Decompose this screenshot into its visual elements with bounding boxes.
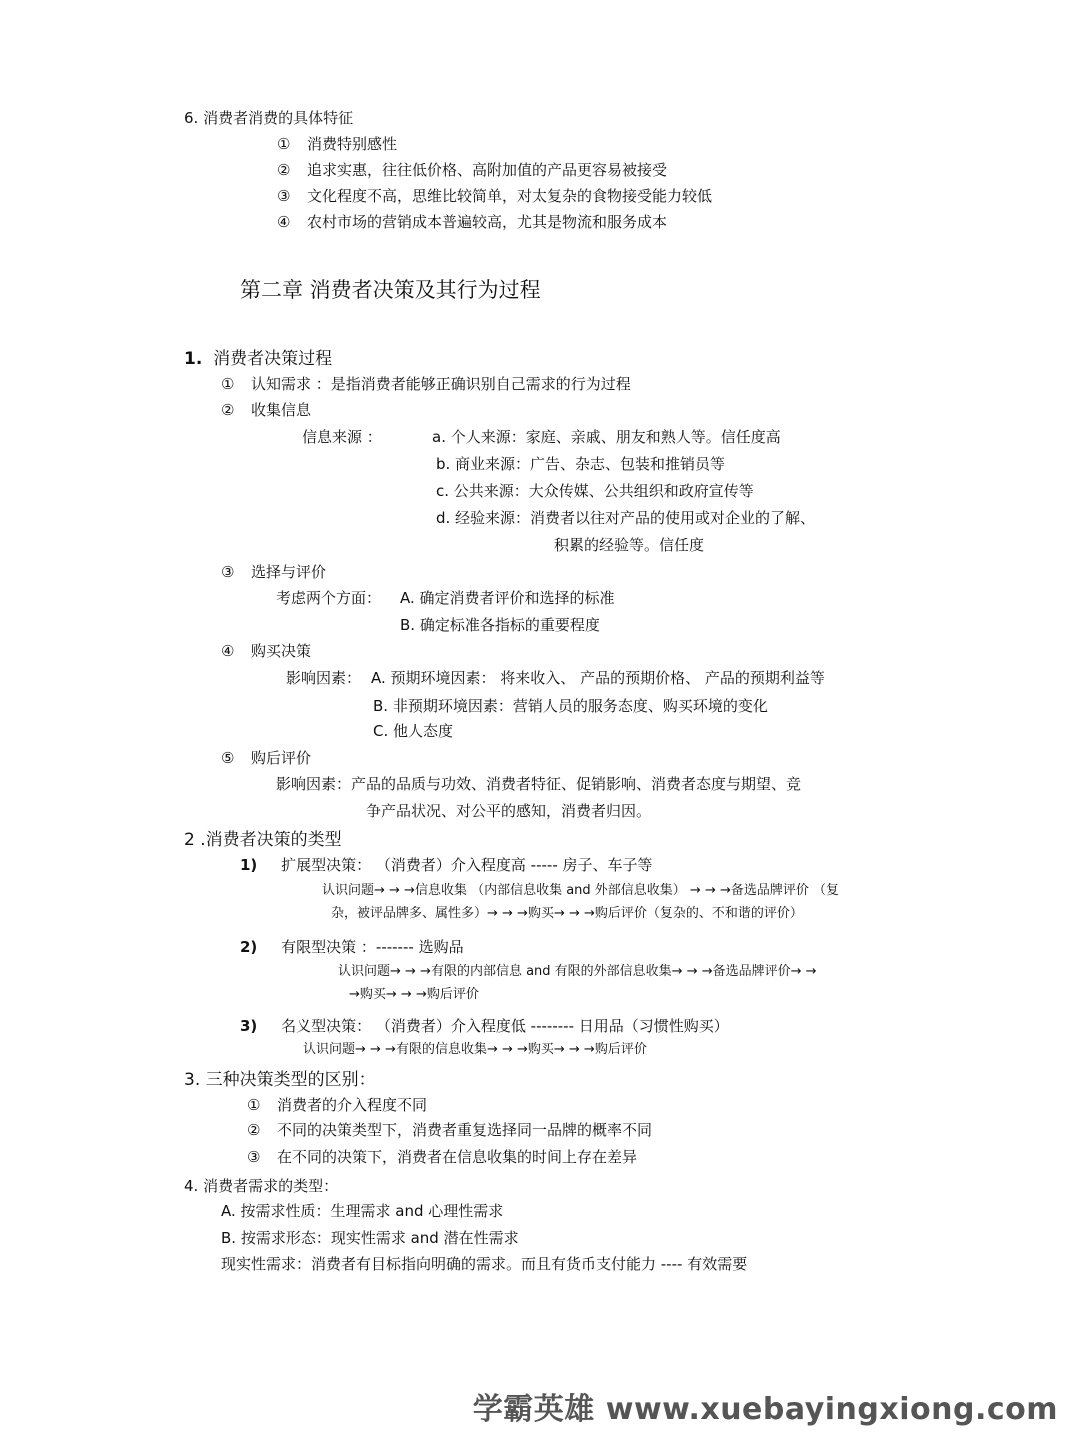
need-definition: 现实性需求：消费者有目标指向明确的需求。而且有货币支付能力 ---- 有效需要: [221, 1255, 748, 1273]
item-marker: ⑤: [221, 749, 235, 767]
list-item: [247, 1147, 637, 1167]
item-marker: ②: [277, 161, 291, 179]
type-number: 3): [240, 1017, 258, 1035]
post-eval-text: 影响因素：产品的品质与功效、消费者特征、促销影响、消费者态度与期望、竞: [276, 775, 802, 793]
info-source-label: 信息来源 ：: [302, 428, 382, 446]
item-text: 文化程度不高，思维比较简单，对太复杂的食物接受能力较低: [307, 187, 713, 205]
factor-item: B. 非预期环境因素：营销人员的服务态度、购买环境的变化: [373, 697, 768, 715]
info-source-continuation: 积累的经验等。信任度: [554, 536, 705, 554]
item-marker: ①: [277, 135, 291, 153]
list-item: [277, 186, 712, 206]
list-item: [247, 1095, 427, 1115]
item-text: 认知需求 ：是指消费者能够正确识别自己需求的行为过程: [251, 375, 631, 393]
item-text: 收集信息: [251, 401, 312, 419]
process-flow: 认识问题→ → →有限的信息收集→ → →购买→ → →购后评价: [303, 1042, 647, 1057]
section-4-title: 4. 消费者需求的类型：: [184, 1177, 339, 1195]
item-marker: ③: [221, 563, 235, 581]
type-number: 2): [240, 938, 258, 956]
list-item: [221, 400, 311, 420]
item-marker: ④: [221, 642, 235, 660]
item-text: 购后评价: [251, 749, 312, 767]
item-text: 选择与评价: [251, 563, 327, 581]
watermark: 学霸英雄 www.xuebayingxiong.com: [472, 1392, 1058, 1427]
process-flow: 杂，被评品牌多、属性多）→ → →购买→ → →购后评价（复杂的、不和谐的评价）: [331, 906, 803, 921]
factor-item: A. 预期环境因素： 将来收入、 产品的预期价格、 产品的预期利益等: [371, 669, 825, 687]
list-item: [221, 748, 311, 768]
factor-label: 影响因素：: [286, 669, 362, 687]
section-1-title: [184, 348, 332, 370]
process-flow: 认识问题→ → →信息收集 （内部信息收集 and 外部信息收集） → → →备选品牌评价 （复: [322, 883, 840, 898]
post-eval-text: 争产品状况、对公平的感知，消费者归因。: [366, 802, 652, 820]
item-marker: ③: [277, 187, 291, 205]
item-marker: ④: [277, 213, 291, 231]
item-marker: ①: [221, 375, 235, 393]
consider-item: A. 确定消费者评价和选择的标准: [400, 589, 615, 607]
item-marker: ②: [221, 401, 235, 419]
item-text: 在不同的决策下，消费者在信息收集的时间上存在差异: [277, 1148, 638, 1166]
list-item: [221, 641, 311, 661]
item-text: 不同的决策类型下，消费者重复选择同一品牌的概率不同: [277, 1121, 653, 1139]
factor-item: C. 他人态度: [373, 722, 454, 740]
decision-type: [240, 1016, 729, 1036]
list-item: [277, 160, 667, 180]
list-item: [221, 562, 326, 582]
info-source-item: a. 个人来源：家庭、亲戚、朋友和熟人等。信任度高: [432, 428, 781, 446]
consider-label: 考虑两个方面：: [276, 589, 382, 607]
list-item: [277, 134, 397, 154]
type-text: 有限型决策 ：------- 选购品: [281, 938, 464, 956]
section-6-title: 6. 消费者消费的具体特征: [184, 109, 354, 127]
list-item: [277, 212, 667, 232]
item-text: 消费特别感性: [307, 135, 398, 153]
item-marker: ③: [247, 1148, 261, 1166]
item-text: 农村市场的营销成本普遍较高，尤其是物流和服务成本: [307, 213, 668, 231]
info-source-item: c. 公共来源：大众传媒、公共组织和政府宣传等: [436, 482, 754, 500]
section-2-title: 2 .消费者决策的类型: [184, 830, 342, 850]
section-number: 1.: [184, 349, 203, 369]
item-marker: ①: [247, 1096, 261, 1114]
process-flow: 认识问题→ → →有限的内部信息 and 有限的外部信息收集→ → →备选品牌评价→ →: [338, 964, 817, 979]
item-text: 购买决策: [251, 642, 312, 660]
consider-item: B. 确定标准各指标的重要程度: [400, 616, 600, 634]
list-item: [247, 1120, 652, 1140]
type-number: 1): [240, 856, 258, 874]
process-flow: →购买→ → →购后评价: [349, 987, 479, 1002]
need-type: A. 按需求性质：生理需求 and 心理性需求: [221, 1202, 504, 1220]
chapter-title: 第二章 消费者决策及其行为过程: [240, 278, 541, 302]
type-text: 名义型决策： （消费者）介入程度低 -------- 日用品（习惯性购买）: [281, 1017, 729, 1035]
item-text: 追求实惠，往往低价格、高附加值的产品更容易被接受: [307, 161, 668, 179]
info-source-item: b. 商业来源：广告、杂志、包装和推销员等: [436, 455, 726, 473]
decision-type: [240, 937, 464, 957]
item-marker: ②: [247, 1121, 261, 1139]
list-item: [221, 374, 631, 394]
need-type: B. 按需求形态：现实性需求 and 潜在性需求: [221, 1229, 519, 1247]
info-source-item: d. 经验来源：消费者以往对产品的使用或对企业的了解、: [436, 509, 816, 527]
section-text: 消费者决策过程: [213, 349, 333, 369]
decision-type: [240, 855, 653, 875]
item-text: 消费者的介入程度不同: [277, 1096, 428, 1114]
type-text: 扩展型决策： （消费者）介入程度高 ----- 房子、车子等: [281, 856, 653, 874]
section-3-title: 3. 三种决策类型的区别：: [184, 1070, 376, 1090]
